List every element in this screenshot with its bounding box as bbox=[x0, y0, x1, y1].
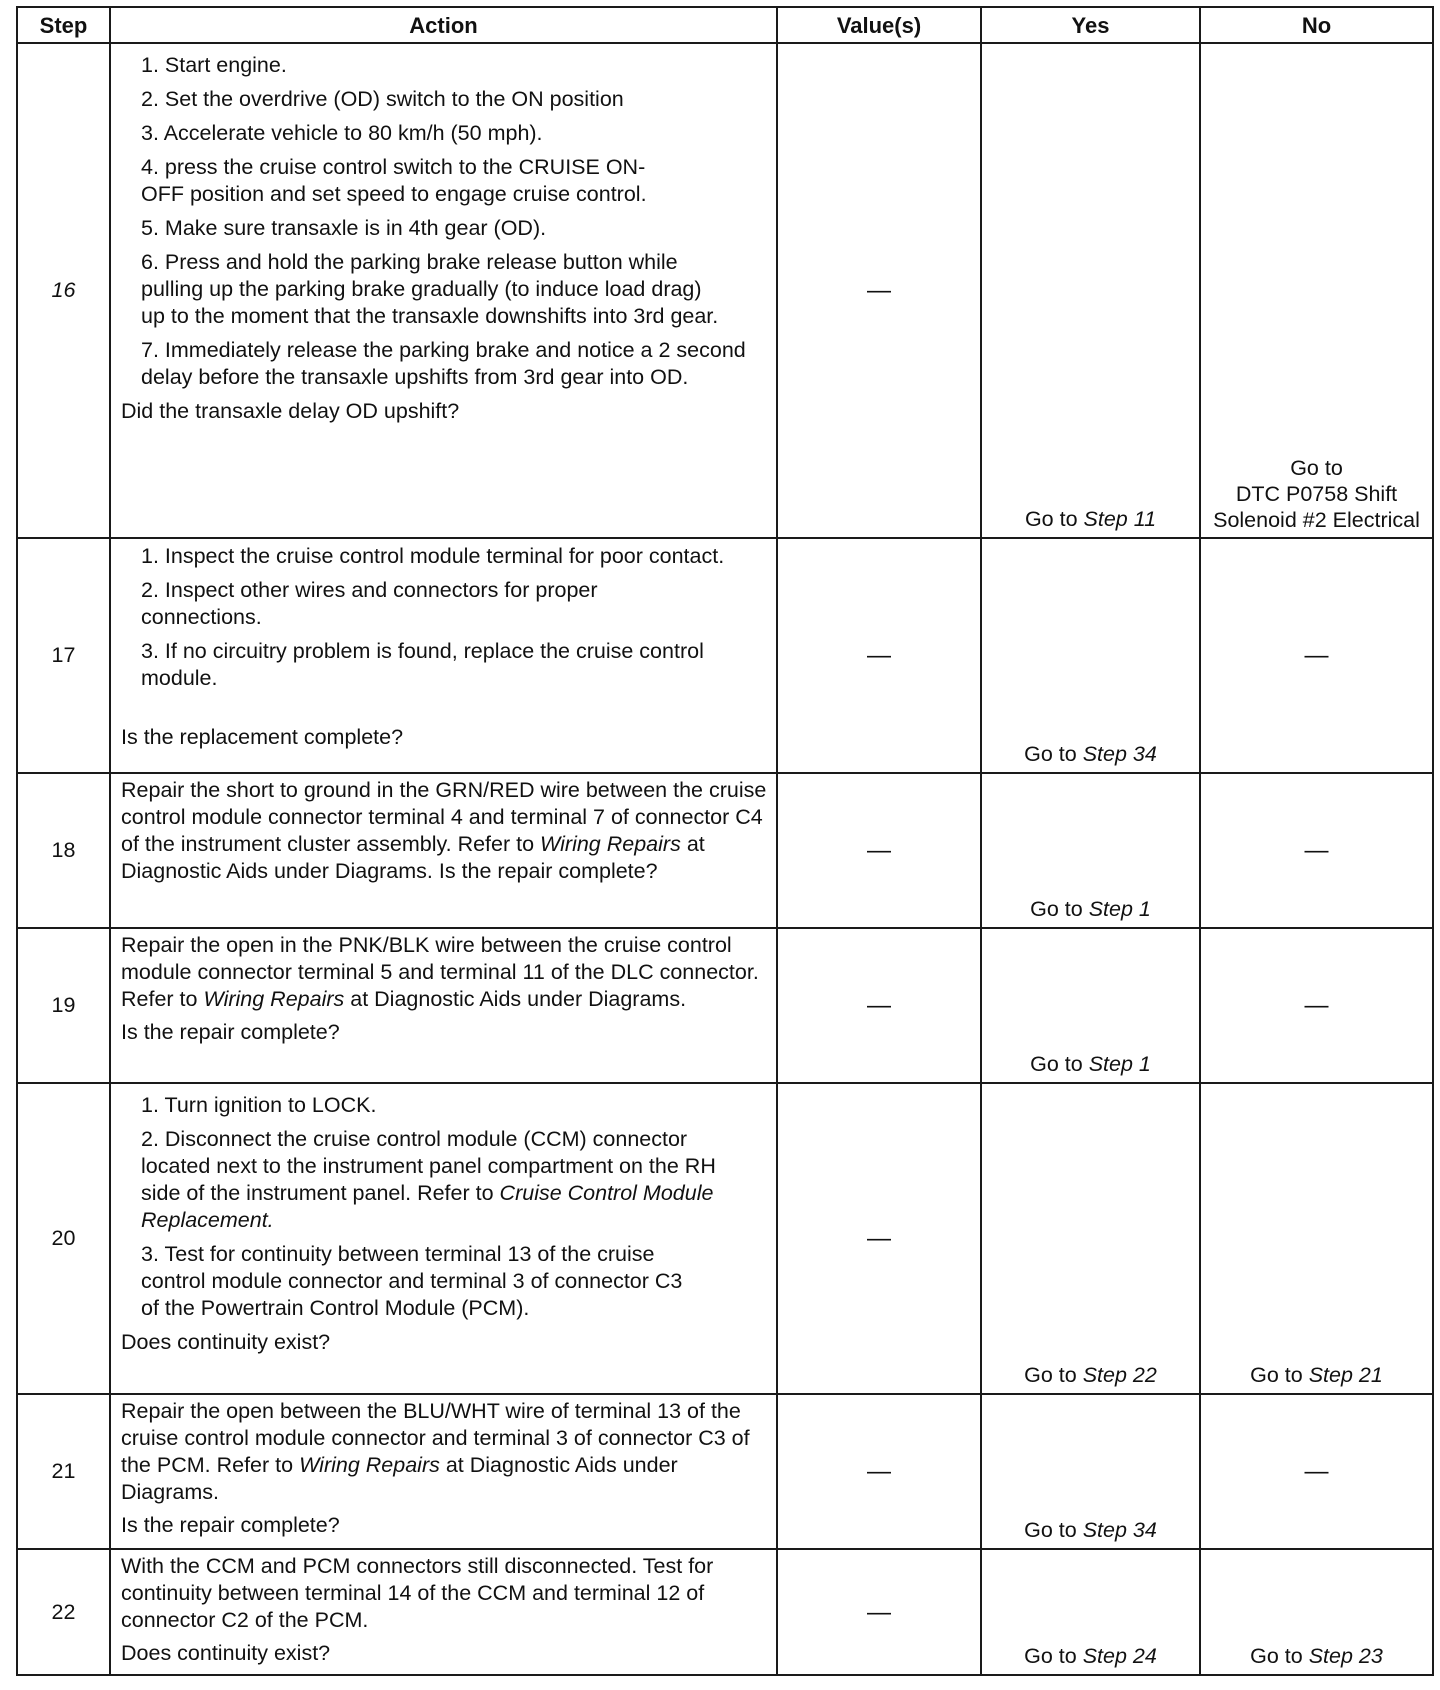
yes-cell bbox=[981, 43, 1200, 538]
no-prefix: Go to bbox=[1250, 1363, 1303, 1387]
yes-cell bbox=[981, 773, 1200, 928]
list-item: 7. Immediately release the parking brake and notice a 2 second delay before the transaxle upshifts from 3rd gear into OD. bbox=[141, 338, 746, 389]
yes-cell bbox=[981, 928, 1200, 1083]
action-steps bbox=[121, 1092, 770, 1322]
yes-step-link[interactable]: Step 11 bbox=[1083, 507, 1157, 531]
action-steps bbox=[121, 543, 770, 692]
step-number: 17 bbox=[17, 538, 110, 773]
action-text-end: at Diagnostic Aids under Diagrams. bbox=[121, 1453, 678, 1504]
wiring-repairs-link[interactable]: Wiring Repairs bbox=[299, 1453, 440, 1477]
action-text-end: at Diagnostic Aids under Diagrams. Is the repair complete? bbox=[121, 832, 705, 883]
item-text: 2. Disconnect the cruise control module (CCM) connector located next to the instrument panel compartment on the RH side of the instrument panel. Refer to bbox=[141, 1127, 716, 1205]
list-item: 4. press the cruise control switch to the CRUISE ON-OFF position and set speed to engage cruise control. bbox=[141, 155, 647, 206]
yes-step-link[interactable]: Step 22 bbox=[1082, 1363, 1157, 1387]
no-step-link[interactable]: Step 21 bbox=[1308, 1363, 1383, 1387]
yes-prefix: Go to bbox=[1024, 1518, 1077, 1542]
action-steps bbox=[121, 52, 770, 391]
wiring-repairs-link[interactable]: Wiring Repairs bbox=[540, 832, 681, 856]
header-no: No bbox=[1200, 7, 1433, 43]
header-step: Step bbox=[17, 7, 110, 43]
yes-prefix: Go to bbox=[1030, 897, 1083, 921]
no-dash: — bbox=[1200, 773, 1433, 928]
yes-step-link[interactable]: Step 1 bbox=[1088, 897, 1151, 921]
action-text: Repair the open in the PNK/BLK wire between the cruise control module connector terminal 5 and terminal 11 of the DLC connector. Refer to bbox=[121, 933, 759, 1011]
no-cell bbox=[1200, 43, 1433, 538]
wiring-repairs-link[interactable]: Wiring Repairs bbox=[203, 987, 345, 1011]
value-dash: — bbox=[777, 1083, 981, 1394]
no-dash: — bbox=[1200, 1394, 1433, 1549]
action-question: Did the transaxle delay OD upshift? bbox=[121, 399, 460, 423]
value-dash: — bbox=[777, 928, 981, 1083]
action-cell bbox=[110, 928, 777, 1083]
no-step-link[interactable]: Step 23 bbox=[1308, 1644, 1383, 1668]
list-item: 6. Press and hold the parking brake release button while pulling up the parking brake gradually (to induce load drag) up to the moment that the transaxle downshifts into 3rd gear. bbox=[141, 250, 719, 328]
action-cell bbox=[110, 538, 777, 773]
list-item: 3. Accelerate vehicle to 80 km/h (50 mph). bbox=[141, 121, 543, 145]
table-row bbox=[17, 1549, 1433, 1675]
no-cell bbox=[1200, 1549, 1433, 1675]
step-number: 19 bbox=[17, 928, 110, 1083]
no-prefix: Go to bbox=[1290, 456, 1343, 480]
yes-step-link[interactable]: Step 24 bbox=[1082, 1644, 1157, 1668]
yes-cell bbox=[981, 1083, 1200, 1394]
value-dash: — bbox=[777, 773, 981, 928]
header-yes: Yes bbox=[981, 7, 1200, 43]
action-question: Is the replacement complete? bbox=[121, 725, 404, 749]
list-item: 2. Set the overdrive (OD) switch to the ON position bbox=[141, 87, 624, 111]
yes-prefix: Go to bbox=[1024, 1363, 1077, 1387]
step-number: 18 bbox=[17, 773, 110, 928]
no-dash: — bbox=[1200, 928, 1433, 1083]
action-text: Repair the short to ground in the GRN/RED wire between the cruise control module connector terminal 4 and terminal 7 of connector C4 of the instrument cluster assembly. Refer to bbox=[121, 778, 767, 856]
table-row bbox=[17, 1083, 1433, 1394]
step-number: 16 bbox=[17, 43, 110, 538]
list-item: 2. Inspect other wires and connectors for proper connections. bbox=[141, 578, 598, 629]
list-item: 3. If no circuitry problem is found, replace the cruise control module. bbox=[141, 639, 704, 690]
yes-prefix: Go to bbox=[1024, 742, 1077, 766]
table-row bbox=[17, 928, 1433, 1083]
yes-step-link[interactable]: Step 34 bbox=[1082, 1518, 1157, 1542]
action-cell bbox=[110, 1083, 777, 1394]
diagnostic-table bbox=[16, 6, 1434, 1676]
ccm-replacement-link[interactable]: Cruise Control Module Replacement. bbox=[141, 1181, 714, 1232]
action-text: Repair the open between the BLU/WHT wire of terminal 13 of the cruise control module connector and terminal 3 of connector C3 of the PCM. Refer to bbox=[121, 1399, 750, 1477]
action-cell bbox=[110, 1549, 777, 1675]
no-prefix: Go to bbox=[1250, 1644, 1303, 1668]
yes-cell bbox=[981, 1394, 1200, 1549]
action-question: Is the repair complete? bbox=[121, 1513, 340, 1537]
action-text-end: at Diagnostic Aids under Diagrams. bbox=[350, 987, 687, 1011]
yes-cell bbox=[981, 538, 1200, 773]
header-row bbox=[17, 7, 1433, 43]
yes-prefix: Go to bbox=[1024, 507, 1078, 531]
action-question: Is the repair complete? bbox=[121, 1020, 340, 1044]
step-number: 21 bbox=[17, 1394, 110, 1549]
action-cell bbox=[110, 1394, 777, 1549]
list-item: 1. Start engine. bbox=[141, 53, 287, 77]
table-row bbox=[17, 538, 1433, 773]
list-item: 1. Inspect the cruise control module terminal for poor contact. bbox=[141, 544, 725, 568]
action-cell bbox=[110, 43, 777, 538]
yes-prefix: Go to bbox=[1024, 1644, 1077, 1668]
value-dash: — bbox=[777, 1394, 981, 1549]
table-row bbox=[17, 43, 1433, 538]
value-dash: — bbox=[777, 1549, 981, 1675]
yes-cell bbox=[981, 1549, 1200, 1675]
table-row bbox=[17, 1394, 1433, 1549]
action-question: Does continuity exist? bbox=[121, 1330, 331, 1354]
yes-step-link[interactable]: Step 1 bbox=[1088, 1052, 1151, 1076]
table-row bbox=[17, 773, 1433, 928]
action-question: Does continuity exist? bbox=[121, 1641, 331, 1665]
header-values: Value(s) bbox=[777, 7, 981, 43]
no-cell bbox=[1200, 1083, 1433, 1394]
yes-step-link[interactable]: Step 34 bbox=[1082, 742, 1157, 766]
no-dtc-link[interactable]: DTC P0758 Shift Solenoid #2 Electrical bbox=[1213, 482, 1420, 532]
list-item: 3. Test for continuity between terminal 13 of the cruise control module connector and terminal 3 of connector C3 of the Powertrain Control Module (PCM). bbox=[141, 1242, 683, 1320]
yes-prefix: Go to bbox=[1030, 1052, 1083, 1076]
step-number: 22 bbox=[17, 1549, 110, 1675]
header-action: Action bbox=[110, 7, 777, 43]
list-item: 5. Make sure transaxle is in 4th gear (OD). bbox=[141, 216, 547, 240]
list-item: 1. Turn ignition to LOCK. bbox=[141, 1093, 377, 1117]
value-dash: — bbox=[777, 43, 981, 538]
value-dash: — bbox=[777, 538, 981, 773]
action-cell bbox=[110, 773, 777, 928]
step-number: 20 bbox=[17, 1083, 110, 1394]
no-dash: — bbox=[1200, 538, 1433, 773]
list-item bbox=[121, 1126, 770, 1234]
action-text: With the CCM and PCM connectors still disconnected. Test for continuity between terminal 14 of the CCM and terminal 12 of connector C2 of the PCM. bbox=[121, 1554, 714, 1632]
